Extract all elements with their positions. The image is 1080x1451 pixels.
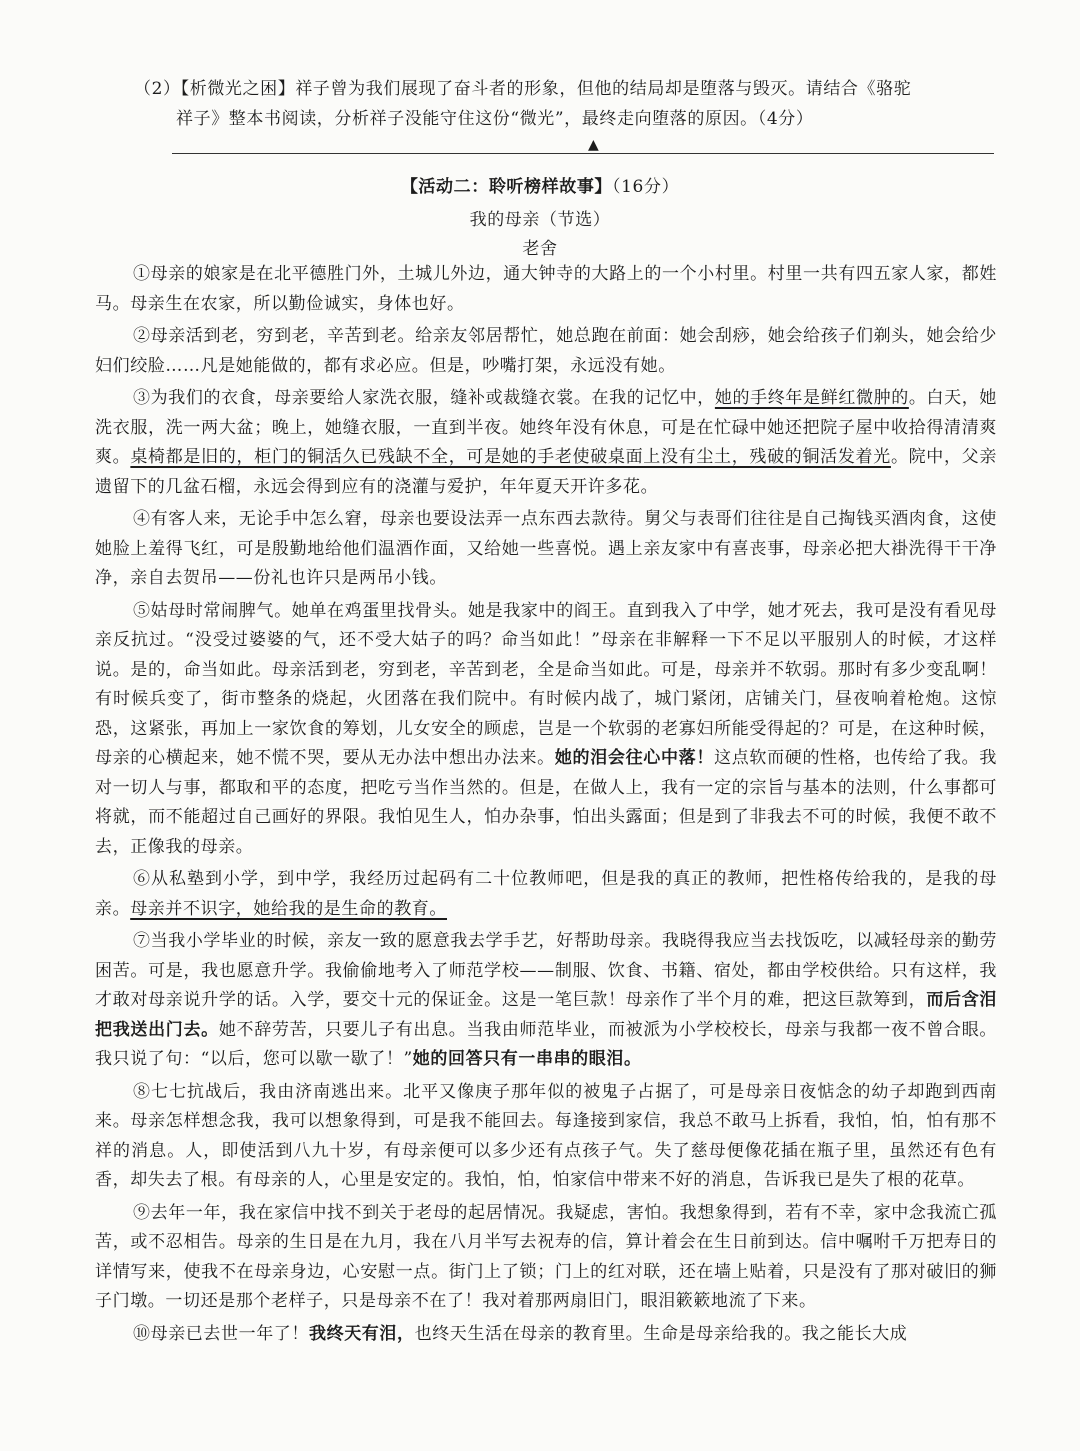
paragraph-text: ⑥从私塾到小学，到中学，我经历过起码有二十位教师吧，但是我的真正的教师，把性格传给我的，是我的母亲。 [95,869,997,919]
paragraph-5 [95,597,997,863]
paragraph-9 [95,1199,997,1317]
article-author: 老舍 [522,239,558,259]
question-line-2: 祥子》整本书阅读，分析祥子没能守住这份“微光”，最终走向堕落的原因。（4分） [176,109,814,129]
article-title: 我的母亲（节选） [469,210,611,230]
paragraph-3 [95,384,997,502]
paragraph-text: 她不辞劳苦，只要儿子有出息。当我由师范毕业，而被派为小学校校长，母亲与我都一夜不曾合眼。我只说了句：“以后，您可以歇一歇了！” [95,1019,998,1069]
paragraph-text: 。白天，她洗衣服，洗一两大盆；晚上，她缝衣服，一直到半夜。她终年没有休息，可是在忙碌中她还把院子屋中收拾得清清爽爽。 [95,388,997,467]
paragraph-text: ⑩母亲已去世一年了！ [133,1323,309,1344]
paragraph-text: 也终天生活在母亲的教育里。生命是母亲给我的。我之能长大成 [414,1323,908,1344]
paragraph-text: 这点软而硬的性格，也传给了我。我对一切人与事，都取和平的态度，把吃亏当作当然的。但是，在做人上，我有一定的宗旨与基本的法则，什么事都可将就，而不能超过自己画好的界限。我怕见生人，怕办杂事，怕出头露面；但是到了非我去不可的时候，我便不敢不去，正像我的母亲。 [95,748,997,857]
answer-triangle-icon: ▲ [588,137,599,153]
bold-sentence: 她的泪会往心中落！ [554,748,715,768]
paragraph-text: ②母亲活到老，穷到老，辛苦到老。给亲友邻居帮忙，她总跑在前面：她会刮痧，她会给孩子们剃头，她会给少妇们绞脸……凡是她能做的，都有求必应。但是，吵嘴打架，永远没有她。 [95,326,997,376]
paragraph-text: ⑨去年一年，我在家信中找不到关于老母的起居情况。我疑虑，害怕。我想象得到，若有不幸，家中念我流亡孤苦，或不忍相告。母亲的生日是在九月，我在八月半写去祝寿的信，算计着会在生日前到达。信中嘱咐千万把寿日的详情写来，使我不在母亲身边，心安慰一点。街门上了锁；门上的红对联，还在墙上贴着，只是没有了那对破旧的狮子门墩。一切还是那个老样子，只是母亲不在了！我对着那两扇旧门，眼泪簌簌地流了下来。 [95,1202,997,1311]
paragraph-text: ⑤姑母时常闹脾气。她单在鸡蛋里找骨头。她是我家中的阎王。直到我入了中学，她才死去，我可是没有看见母亲反抗过。“没受过婆婆的气，还不受大姑子的吗？命当如此！”母亲在非解释一下不足以平服别人的时候，才这样说。是的，命当如此。母亲活到老，穷到老，辛苦到老，全是命当如此。可是，母亲并不软弱。那时有多少变乱啊！有时候兵变了，街市整条的烧起，火团落在我们院中。有时候内战了，城门紧闭，店铺关门，昼夜响着枪炮。这惊恐，这紧张，再加上一家饮食的筹划，儿女安全的顾虑，岂是一个软弱的老寡妇所能受得起的？可是，在这种时候，母亲的心横起来，她不慌不哭，要从无办法中想出办法来。 [95,600,997,768]
paragraph-text: ③为我们的衣食，母亲要给人家洗衣服，缝补或裁缝衣裳。在我的记忆中， [133,388,715,408]
article-body [95,260,997,1352]
bold-sentence: 我终天有泪， [309,1323,415,1344]
paragraph-8 [95,1078,997,1196]
activity-title [0,172,1080,197]
paragraph-text: ⑦当我小学毕业的时候，亲友一致的愿意我去学手艺，好帮助母亲。我晓得我应当去找饭吃，以减轻母亲的勤劳困苦。可是，我也愿意升学。我偷偷地考入了师范学校——制服、饮食、书籍、宿处，都由学校供给。只有这样，我才敢对母亲说升学的话。入学，要交十元的保证金。这是一笔巨款！母亲作了半个月的难，把这巨款筹到， [95,931,997,1010]
paragraph-6 [95,865,997,924]
paragraph-text: ⑧七七抗战后，我由济南逃出来。北平又像庚子那年似的被鬼子占据了，可是母亲日夜惦念的幼子却跑到西南来。母亲怎样想念我，我可以想象得到，可是我不能回去。每逢接到家信，我总不敢马上拆看，我怕，怕，怕有那不祥的消息。人，即使活到八九十岁，有母亲便可以多少还有点孩子气。失了慈母便像花插在瓶子里，虽然还有色有香，却失去了根。有母亲的人，心里是安定的。我怕，怕，怕家信中带来不好的消息，告诉我已是失了根的花草。 [95,1081,997,1190]
underlined-sentence: 母亲并不识字，她给我的是生命的教育。 [130,898,448,919]
question-2 [134,74,1004,134]
bold-sentence: 而后含泪把我送出门去。 [95,990,997,1040]
bold-sentence: 她的回答只有一串串的眼泪。 [412,1049,642,1069]
paragraph-1 [95,260,997,319]
activity-title-text: 【活动二：聆听榜样故事】 [400,177,613,197]
underlined-sentence: 她的手终年是鲜红微肿的 [714,388,909,408]
paragraph-2 [95,322,997,381]
paragraph-4 [95,505,997,594]
paragraph-text: 。院中，父亲遗留下的几盆石榴，永远会得到应有的浇灌与爱护，年年夏天开许多花。 [95,447,997,497]
underlined-sentence: 桌椅都是旧的，柜门的铜活久已残缺不全，可是她的手老使破桌面上没有尘土，残破的铜活发着光 [130,447,891,467]
paragraph-text: ①母亲的娘家是在北平德胜门外，土城儿外边，通大钟寺的大路上的一个小村里。村里一共有四五家人家，都姓马。母亲生在农家，所以勤俭诚实，身体也好。 [95,264,997,314]
paragraph-text: ④有客人来，无论手中怎么窘，母亲也要设法弄一点东西去款待。舅父与表哥们往往是自己掏钱买酒肉食，这使她脸上羞得飞红，可是殷勤地给他们温酒作面，又给她一些喜悦。遇上亲友家中有喜丧事，母亲必把大褂洗得干干净净，亲自去贺吊——份礼也许只是两吊小钱。 [95,509,997,588]
paragraph-7 [95,927,997,1075]
question-line-1: （2）【析微光之困】祥子曾为我们展现了奋斗者的形象，但他的结局却是堕落与毁灭。请结合《骆驼 [134,79,912,99]
answer-line [172,153,994,154]
activity-score: （16分） [612,177,680,197]
paragraph-10 [95,1320,997,1350]
